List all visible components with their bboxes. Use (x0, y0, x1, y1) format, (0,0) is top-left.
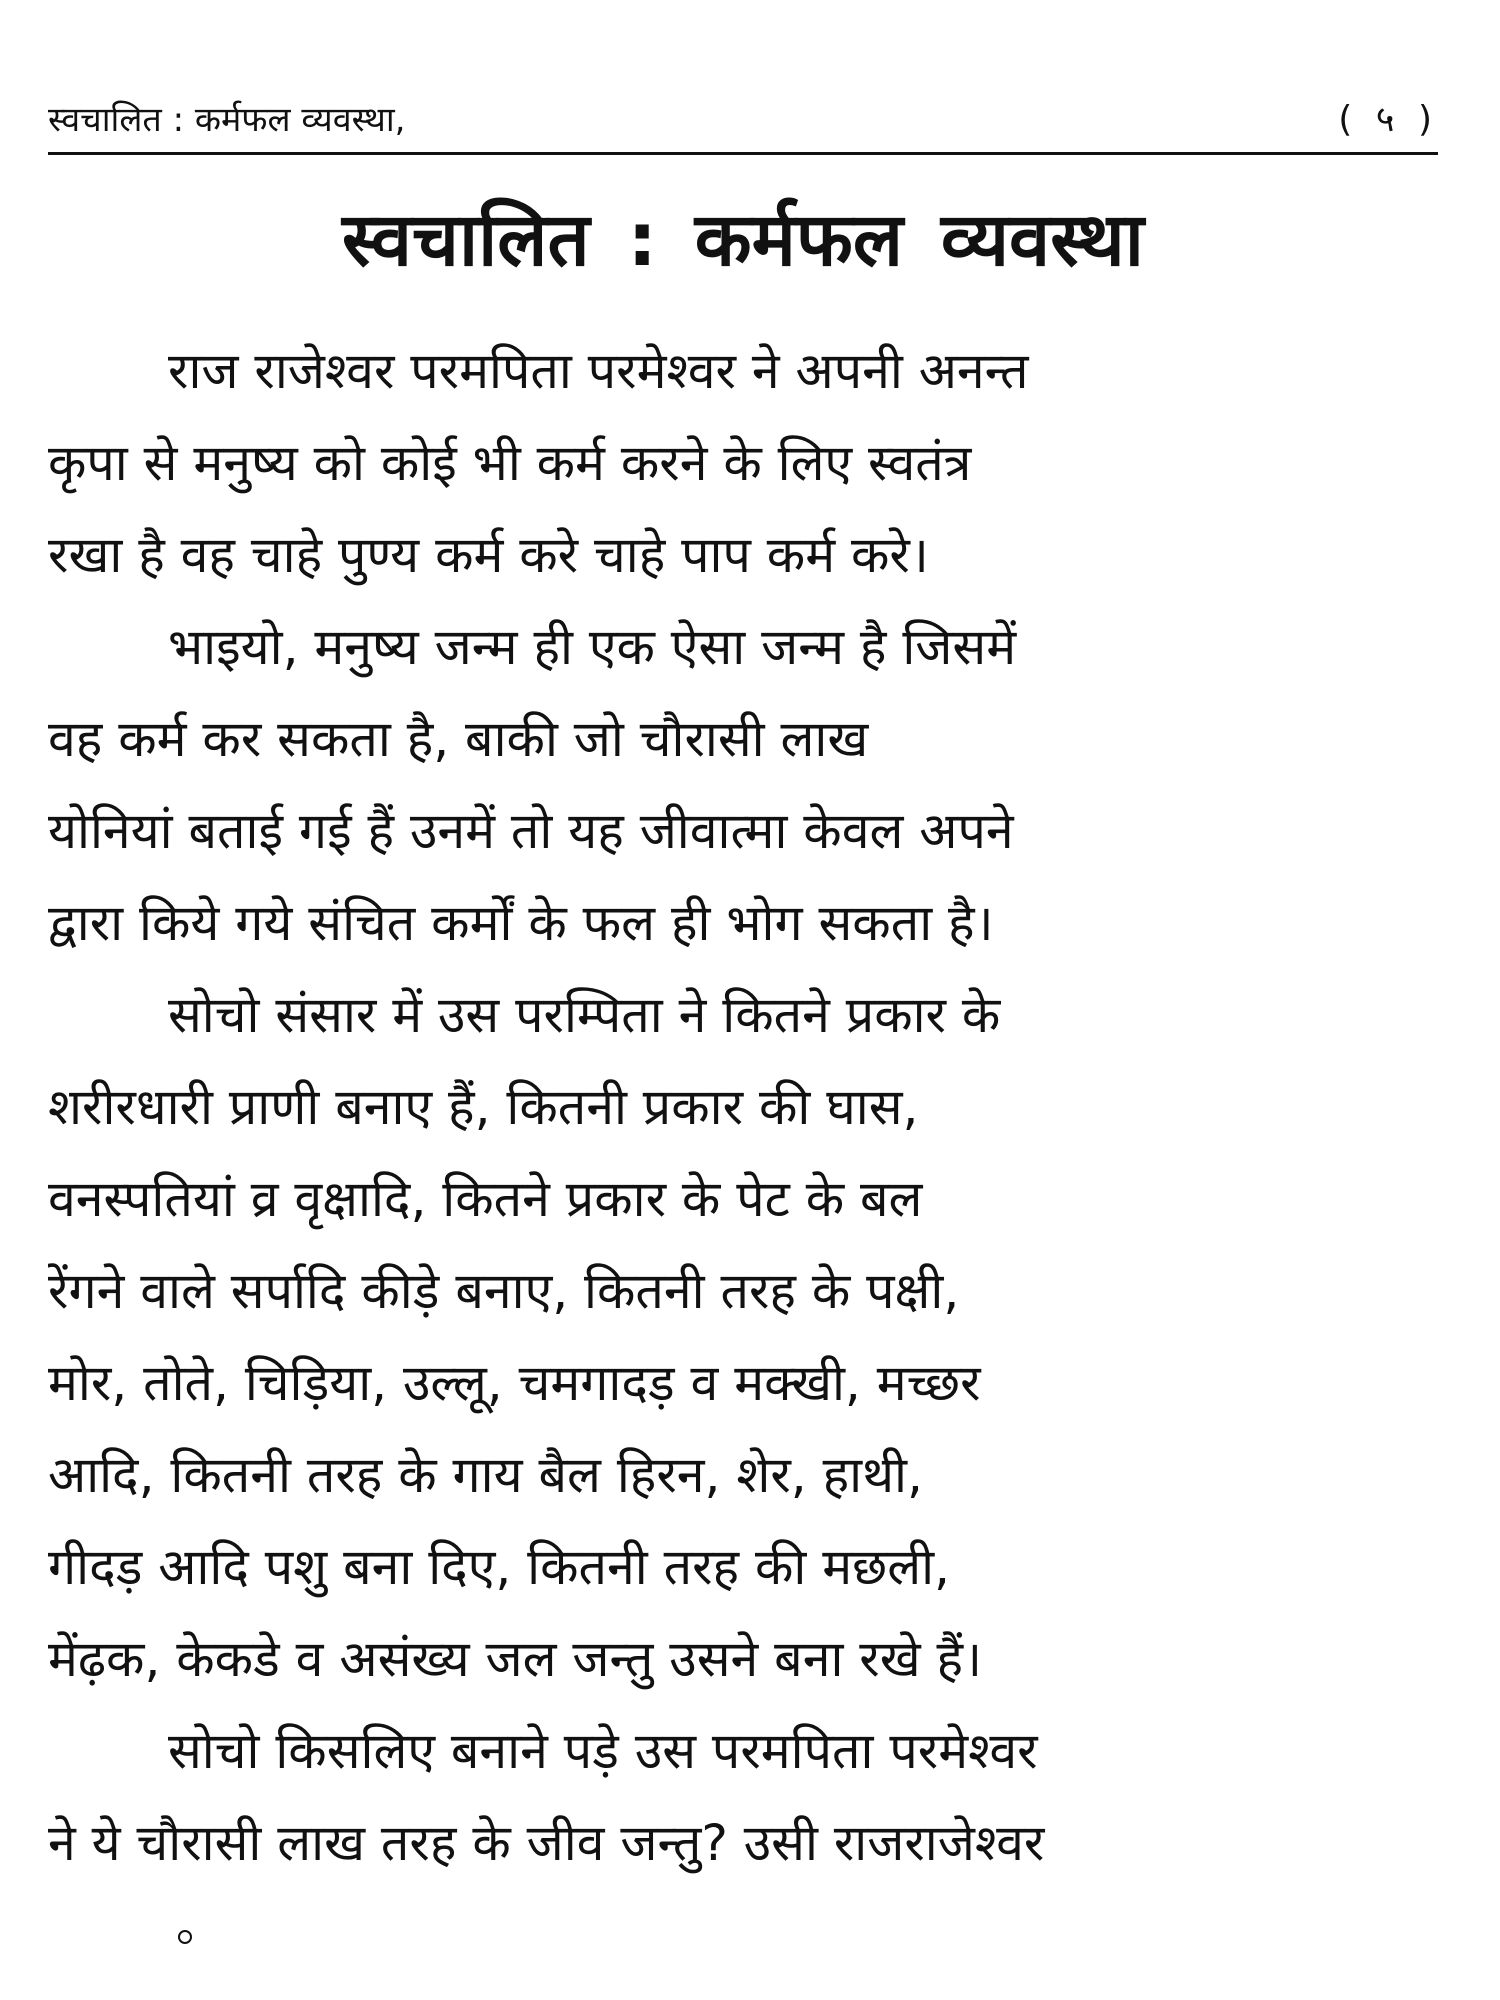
paragraph-1-line-1: राज राजेश्वर परमपिता परमेश्वर ने अपनी अनन्त (168, 342, 1029, 400)
paragraph-2-line-4: द्वारा किये गये संचित कर्मों के फल ही भोग सकता है। (48, 894, 994, 952)
chapter-title: स्वचालित : कर्मफल व्यवस्था (342, 197, 1144, 283)
header-rule (48, 152, 1438, 155)
paragraph-2-line-3: योनियां बताई गई हैं उनमें तो यह जीवात्मा केवल अपने (48, 802, 1014, 860)
paragraph-2-line-2: वह कर्म कर सकता है, बाकी जो चौरासी लाख (48, 710, 869, 768)
paragraph-3-line-7: गीदड़ आदि पशु बना दिए, कितनी तरह की मछली, (48, 1538, 950, 1596)
paragraph-3-line-6: आदि, कितनी तरह के गाय बैल हिरन, शेर, हाथी, (48, 1446, 923, 1504)
paragraph-2-line-1: भाइयो, मनुष्य जन्म ही एक ऐसा जन्म है जिसमें (168, 618, 1017, 676)
paragraph-1-line-3: रखा है वह चाहे पुण्य कर्म करे चाहे पाप कर्म करे। (48, 526, 929, 584)
paragraph-1-line-2: कृपा से मनुष्य को कोई भी कर्म करने के लिए स्वतंत्र (48, 434, 972, 492)
page-number: ( ५ ) (1338, 99, 1438, 140)
paragraph-3-line-8: मेंढ़क, केकडे व असंख्य जल जन्तु उसने बना रखे हैं। (48, 1630, 983, 1688)
running-header (48, 92, 1438, 148)
paragraph-4-line-1: सोचो किसलिए बनाने पड़े उस परमपिता परमेश्वर (168, 1722, 1038, 1780)
paragraph-3-line-2: शरीरधारी प्राणी बनाए हैं, कितनी प्रकार की घास, (48, 1078, 919, 1136)
paragraph-3-line-4: रेंगने वाले सर्पादि कीड़े बनाए, कितनी तरह के पक्षी, (48, 1262, 960, 1320)
paragraph-3-line-1: सोचो संसार में उस परम्पिता ने कितने प्रकार के (168, 986, 1001, 1044)
bottom-ornament-dot (178, 1930, 192, 1944)
running-title: स्वचालित : कर्मफल व्यवस्था, (48, 100, 406, 140)
paragraph-3-line-3: वनस्पतियां व्र वृक्षादि, कितने प्रकार के पेट के बल (48, 1170, 923, 1228)
paragraph-3-line-5: मोर, तोते, चिड़िया, उल्लू, चमगादड़ व मक्खी, मच्छर (48, 1354, 981, 1412)
paragraph-4-line-2: ने ये चौरासी लाख तरह के जीव जन्तु? उसी राजराजेश्वर (48, 1814, 1045, 1872)
